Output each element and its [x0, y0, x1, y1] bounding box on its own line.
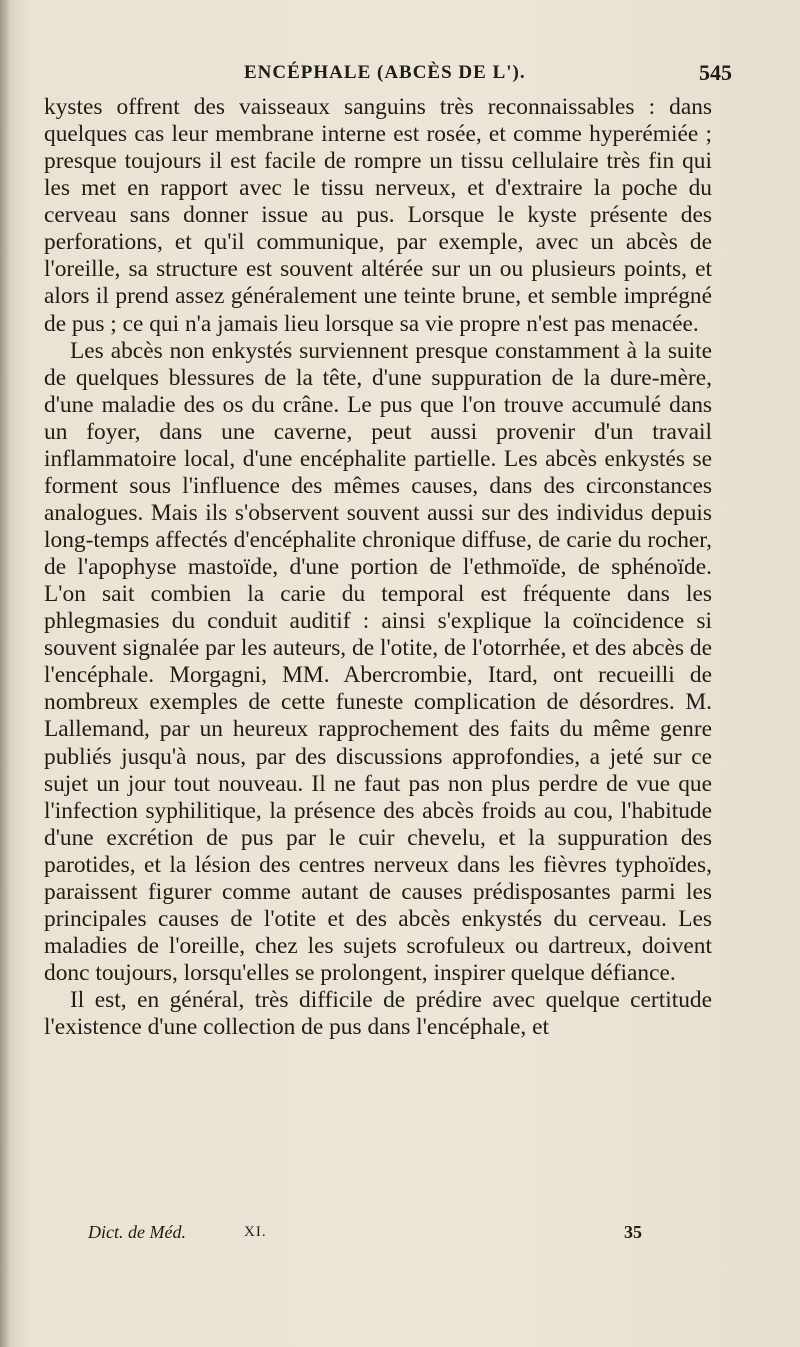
paragraph-diagnostic: Il est, en général, très difficile de prédire avec quelque certitude l'existence d'une collection de pus dans l'encéphale, et	[44, 987, 712, 1041]
gutter-shadow	[0, 0, 10, 1347]
footer-source: Dict. de Méd.	[88, 1222, 186, 1242]
paragraph-abces-causes: Les abcès non enkystés surviennent presque constamment à la suite de quelques blessures de la tête, d'une suppuration de la dure-mère, d'une maladie des os du crâne. Le pus que l'on trouve accumulé dans un foyer, dans une caverne, peut aussi provenir d'un travail inflammatoire local, d'une encéphalite partielle. Les abcès enkystés se forment sous l'influence des mêmes causes, dans des circonstances analogues. Mais ils s'observent souvent aussi sur des individus depuis long-temps affectés d'encéphalite chronique diffuse, de carie du rocher, de l'apophyse mastoïde, d'une portion de l'ethmoïde, de sphénoïde. L'on sait combien la carie du temporal est fréquente dans les phlegmasies du conduit auditif : ainsi s'explique la coïncidence si souvent signalée par les auteurs, de l'otite, de l'otorrhée, et des abcès de l'encéphale. Morgagni, MM. Abercrombie, Itard, ont recueilli de nombreux exemples de cette funeste complication de désordres. M. Lallemand, par un heureux rapprochement des faits du même genre publiés jusqu'à nous, par des discussions approfondies, a jeté sur ce sujet un jour tout nouveau. Il ne faut pas non plus perdre de vue que l'infection syphilitique, la présence des abcès froids au cou, l'habitude d'une excrétion de pus par le cuir chevelu, et la suppuration des parotides, et la lésion des centres nerveux dans les fièvres typhoïdes, paraissent figurer comme autant de causes prédisposantes parmi les principales causes de l'otite et des abcès enkystés du cerveau. Les maladies de l'oreille, chez les sujets scrofuleux ou dartreux, doivent donc toujours, lorsqu'elles se prolongent, inspirer quelque défiance.	[44, 337, 712, 986]
paragraph-continuation: kystes offrent des vaisseaux sanguins très reconnaissables : dans quelques cas leur membrane interne est rosée, et comme hyperémiée ; presque toujours il est facile de rompre un tissu cellulaire très fin qui les met en rapport avec le tissu nerveux, et d'extraire la poche du cerveau sans donner issue au pus. Lorsque le kyste présente des perforations, et qu'il communique, par exemple, avec un abcès de l'oreille, sa structure est souvent altérée sur un ou plusieurs points, et alors il prend assez généralement une teinte brune, et semble imprégné de pus ; ce qui n'a jamais lieu lorsque sa vie propre n'est pas menacée.	[44, 94, 712, 337]
page-header	[44, 60, 732, 90]
running-head: ENCÉPHALE (ABCÈS DE L').	[244, 62, 526, 83]
footer-volume: XI.	[244, 1224, 267, 1240]
page-number: 545	[699, 60, 732, 85]
footer-signature: 35	[624, 1222, 642, 1242]
text-body	[44, 94, 712, 1041]
page-footer	[44, 1222, 712, 1252]
